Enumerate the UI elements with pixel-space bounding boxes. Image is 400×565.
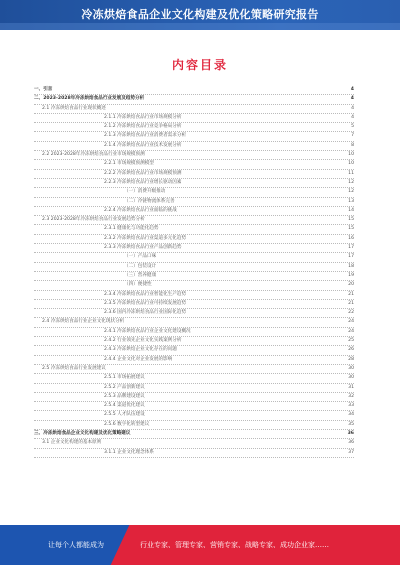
toc-entry-label: 2.4.2 行业领先企业文化实践案例分析 bbox=[104, 338, 182, 344]
toc-entry-label: 2.2 2023-2028年冷冻烘焙食品行业市场规模预测 bbox=[42, 152, 145, 158]
toc-entry[interactable] bbox=[34, 132, 354, 141]
toc-entry-page: 30 bbox=[348, 365, 354, 371]
toc-entry[interactable] bbox=[34, 253, 354, 262]
toc-entry[interactable] bbox=[34, 105, 354, 114]
toc-entry-label: 2.1 冷冻烘焙食品行业现状概述 bbox=[42, 105, 106, 111]
toc-entry-page: 8 bbox=[351, 142, 354, 148]
toc-entry-label: 2.5.6 数字化转型建议 bbox=[104, 421, 150, 427]
toc-entry[interactable] bbox=[34, 151, 354, 160]
toc-entry-label: 3.1.1 企业文化理念体系 bbox=[104, 449, 154, 455]
toc-entry-label: 2.5 冷冻烘焙食品行业发展建议 bbox=[42, 365, 106, 371]
footer-banner bbox=[0, 525, 400, 565]
toc-entry-label: 2.5.4 渠道优化建议 bbox=[104, 403, 145, 409]
toc-entry-page: 10 bbox=[348, 161, 354, 167]
toc-entry-page: 26 bbox=[348, 347, 354, 353]
toc-entry-label: 2.4.3 冷冻烘焙企业文化存在的问题 bbox=[104, 347, 177, 353]
toc-entry-label: （二）包装设计 bbox=[124, 263, 157, 269]
toc-entry-label: 2.2.3 冷冻烘焙食品行业增长驱动因素 bbox=[104, 179, 182, 185]
toc-entry-label: 2.3.4 冷冻烘焙食品行业智能化生产趋势 bbox=[104, 291, 187, 297]
toc-entry-page: 30 bbox=[348, 375, 354, 381]
toc-entry[interactable] bbox=[34, 235, 354, 244]
toc-entry-page: 34 bbox=[348, 412, 354, 418]
toc-entry-label: 2.1.2 冷冻烘焙食品行业竞争格局分析 bbox=[104, 124, 182, 130]
toc-entry[interactable] bbox=[34, 160, 354, 169]
toc-entry[interactable] bbox=[34, 318, 354, 327]
table-of-contents bbox=[34, 86, 354, 458]
toc-entry-page: 35 bbox=[348, 421, 354, 427]
toc-entry-page: 17 bbox=[348, 245, 354, 251]
toc-entry-label: 二、2023-2028年冷冻烘焙食品行业发展及趋势分析 bbox=[34, 96, 145, 102]
toc-entry-label: 2.5.5 人才队伍建设 bbox=[104, 412, 145, 418]
toc-entry-page: 20 bbox=[348, 282, 354, 288]
toc-entry[interactable] bbox=[34, 95, 354, 104]
toc-entry-label: 2.5.1 市场拓展建议 bbox=[104, 375, 145, 381]
toc-entry-page: 7 bbox=[351, 133, 354, 139]
toc-entry[interactable] bbox=[34, 263, 354, 272]
toc-entry-page: 37 bbox=[348, 449, 354, 455]
toc-entry-page: 13 bbox=[348, 198, 354, 204]
toc-entry-label: （一）消费升级推动 bbox=[124, 189, 166, 195]
toc-entry[interactable] bbox=[34, 272, 354, 281]
toc-entry[interactable] bbox=[34, 374, 354, 383]
toc-entry[interactable] bbox=[34, 86, 354, 95]
toc-entry[interactable] bbox=[34, 188, 354, 197]
toc-entry-label: 2.4.4 企业文化对企业发展的影响 bbox=[104, 356, 173, 362]
toc-entry-label: 2.4 冷冻烘焙食品行业企业文化现状分析 bbox=[42, 319, 125, 325]
toc-entry-page: 21 bbox=[348, 300, 354, 306]
toc-entry[interactable] bbox=[34, 309, 354, 318]
toc-entry[interactable] bbox=[34, 123, 354, 132]
toc-entry-label: 2.3.1 健康化与功能化趋势 bbox=[104, 226, 159, 232]
toc-entry[interactable] bbox=[34, 216, 354, 225]
toc-entry[interactable] bbox=[34, 142, 354, 151]
toc-entry-page: 4 bbox=[351, 105, 354, 111]
toc-entry[interactable] bbox=[34, 225, 354, 234]
report-header bbox=[0, 0, 400, 30]
toc-entry-page: 21 bbox=[348, 291, 354, 297]
toc-entry-page: 28 bbox=[348, 356, 354, 362]
toc-entry[interactable] bbox=[34, 430, 354, 439]
toc-entry-page: 4 bbox=[350, 87, 354, 92]
toc-entry[interactable] bbox=[34, 384, 354, 393]
toc-entry[interactable] bbox=[34, 365, 354, 374]
toc-title: 内容目录 bbox=[171, 58, 228, 72]
toc-entry-label: 2.2.1 市场规模预测模型 bbox=[104, 161, 154, 167]
toc-entry-label: 2.1.4 冷冻烘焙食品行业技术发展分析 bbox=[104, 142, 182, 148]
toc-entry-label: 2.3.2 冷冻烘焙食品行业渠道多元化趋势 bbox=[104, 235, 187, 241]
toc-entry-label: 2.5.2 产品创新建议 bbox=[104, 384, 145, 390]
toc-entry-page: 16 bbox=[348, 235, 354, 241]
toc-entry-page: 10 bbox=[348, 152, 354, 158]
toc-entry-page: 14 bbox=[348, 207, 354, 213]
toc-entry-label: 2.2.2 冷冻烘焙食品行业市场规模预测 bbox=[104, 170, 182, 176]
toc-entry[interactable] bbox=[34, 328, 354, 337]
toc-entry[interactable] bbox=[34, 421, 354, 430]
toc-entry[interactable] bbox=[34, 393, 354, 402]
toc-entry-label: 三、冷冻烘焙食品企业文化构建及优化策略建议 bbox=[34, 430, 131, 436]
toc-entry-page: 18 bbox=[348, 263, 354, 269]
toc-entry-page: 36 bbox=[348, 440, 354, 446]
toc-entry-page: 11 bbox=[348, 170, 354, 176]
toc-entry[interactable] bbox=[34, 281, 354, 290]
toc-entry-label: 3.1 企业文化构建的基本原则 bbox=[42, 440, 102, 446]
toc-entry-page: 12 bbox=[348, 179, 354, 185]
toc-entry[interactable] bbox=[34, 402, 354, 411]
toc-entry-label: 2.4.1 冷冻烘焙食品行业企业文化建设概况 bbox=[104, 328, 191, 334]
toc-entry[interactable] bbox=[34, 346, 354, 355]
toc-entry-page: 25 bbox=[348, 338, 354, 344]
toc-entry[interactable] bbox=[34, 449, 354, 458]
footer-slogan-left: 让每个人都能成为 bbox=[48, 541, 104, 549]
toc-entry-page: 5 bbox=[351, 124, 354, 130]
toc-entry-label: （一）产品口味 bbox=[124, 254, 157, 260]
toc-entry[interactable] bbox=[34, 244, 354, 253]
toc-entry[interactable] bbox=[34, 207, 354, 216]
toc-entry-page: 4 bbox=[351, 114, 354, 120]
toc-entry-page: 22 bbox=[348, 310, 354, 316]
toc-entry-page: 12 bbox=[348, 189, 354, 195]
toc-entry-label: 2.2.4 冷冻烘焙食品行业面临的挑战 bbox=[104, 207, 177, 213]
toc-entry-page: 31 bbox=[348, 384, 354, 390]
toc-entry-page: 32 bbox=[348, 393, 354, 399]
toc-entry-label: （四）便捷性 bbox=[124, 282, 152, 288]
footer-slogan-right: 行业专家、管理专家、营销专家、战略专家、成功企业家…… bbox=[140, 541, 329, 549]
toc-entry-page: 15 bbox=[348, 226, 354, 232]
toc-entry[interactable] bbox=[34, 356, 354, 365]
toc-entry[interactable] bbox=[34, 411, 354, 420]
toc-entry-label: （三）营养健康 bbox=[124, 272, 157, 278]
report-title: 冷冻烘焙食品企业文化构建及优化策略研究报告 bbox=[81, 8, 319, 21]
toc-entry-label: 2.5.3 品牌建设建议 bbox=[104, 393, 145, 399]
toc-entry-label: 2.3.6 国内冷冻烘焙食品行业国际化趋势 bbox=[104, 310, 187, 316]
toc-entry[interactable] bbox=[34, 337, 354, 346]
toc-entry-label: 2.3 2023-2028年冷冻烘焙食品行业发展趋势分析 bbox=[42, 217, 145, 223]
toc-entry-label: 2.3.3 冷冻烘焙食品行业产品创新趋势 bbox=[104, 245, 182, 251]
toc-entry-page: 17 bbox=[348, 254, 354, 260]
toc-entry-page: 19 bbox=[348, 272, 354, 278]
toc-entry-page: 24 bbox=[348, 328, 354, 334]
toc-entry-label: 2.3.5 冷冻烘焙食品行业可持续发展趋势 bbox=[104, 300, 187, 306]
toc-entry-page: 4 bbox=[350, 96, 354, 102]
toc-entry-label: 2.1.1 冷冻烘焙食品行业市场规模分析 bbox=[104, 114, 182, 120]
toc-entry-page: 36 bbox=[347, 430, 354, 436]
toc-entry[interactable] bbox=[34, 291, 354, 300]
toc-entry[interactable] bbox=[34, 114, 354, 123]
toc-entry[interactable] bbox=[34, 198, 354, 207]
toc-entry-page: 24 bbox=[348, 319, 354, 325]
toc-entry-label: 2.1.3 冷冻烘焙食品行业消费者需求分析 bbox=[104, 133, 187, 139]
toc-entry-page: 33 bbox=[348, 403, 354, 409]
toc-entry[interactable] bbox=[34, 439, 354, 448]
toc-entry[interactable] bbox=[34, 179, 354, 188]
toc-entry[interactable] bbox=[34, 300, 354, 309]
toc-entry[interactable] bbox=[34, 170, 354, 179]
toc-entry-label: 一、引言 bbox=[34, 87, 53, 92]
toc-entry-page: 15 bbox=[348, 217, 354, 223]
toc-entry-label: （二）冷链物流体系完善 bbox=[124, 198, 175, 204]
